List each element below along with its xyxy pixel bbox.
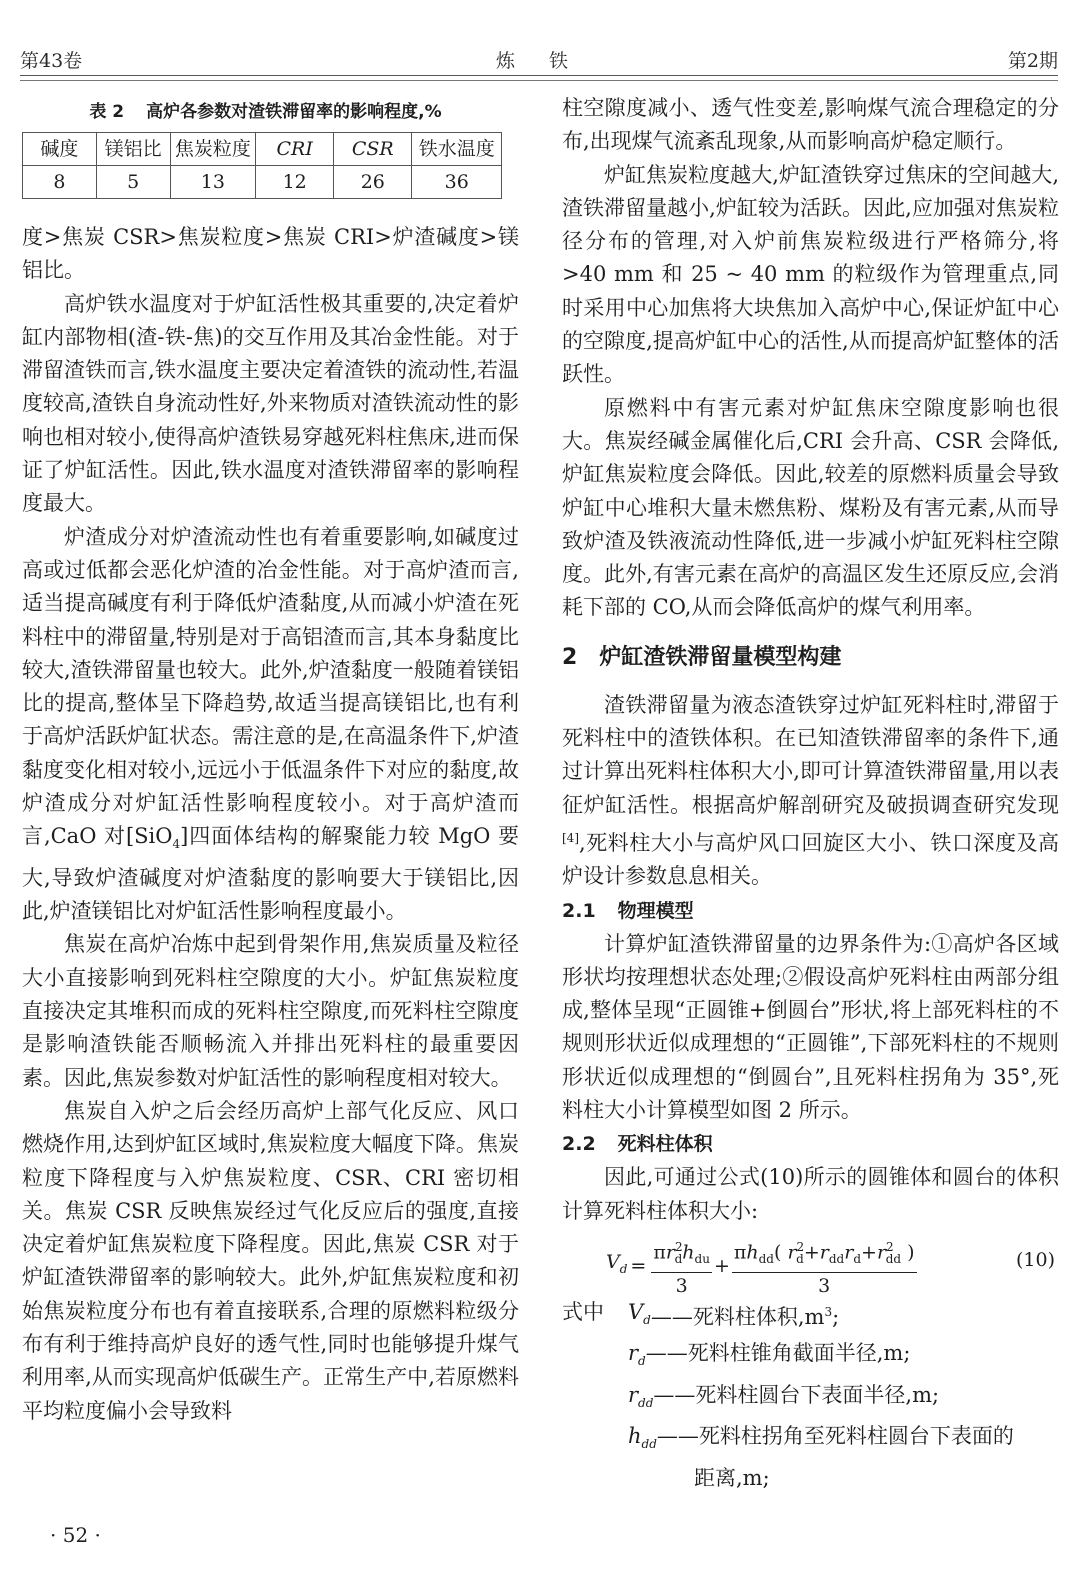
paragraph: 焦炭在高炉冶炼中起到骨架作用,焦炭质量及粒径大小直接影响到死料柱空隙度的大小。炉缸焦炭粒度直接决定其堆积而成的死料柱空隙度,而死料柱空隙度是影响渣铁能否顺畅流入并排出死料柱的最重要因素。因此,焦炭参数对炉缸活性的影响程度相对较大。 [22, 932, 519, 1090]
volume-label: 第43卷 [20, 50, 83, 72]
table-header-cell: CRI [256, 133, 334, 166]
subsection-number: 2.1 [562, 899, 596, 922]
table-row [23, 166, 502, 199]
subscript: 4 [172, 837, 181, 852]
paragraph: 原燃料中有害元素对炉缸焦床空隙度影响也很大。焦炭经碱金属催化后,CRI 会升高、CSR 会降低,炉缸焦炭粒度会降低。因此,较差的原燃料质量会导致炉缸中心堆积大量未燃焦粉、煤粉及有害元素,从而导致炉渣及铁液流动性降低,进一步减小炉缸死料柱空隙度。此外,有害元素在高炉的高温区发生还原反应,会消耗下部的 CO,从而会降低高炉的煤气利用率。 [562, 395, 1059, 620]
legend-desc: ——死料柱圆台下表面半径,m; [653, 1382, 940, 1407]
table-cell: 12 [256, 166, 334, 199]
paragraph-text: 炉渣成分对炉渣流动性也有着重要影响,如碱度过高或过低都会恶化炉渣的冶金性能。对于高炉渣而言,适当提高碱度有利于降低炉渣黏度,从而减小炉渣在死料柱中的滞留量,特别是对于高铝渣而言,其本身黏度比较大,渣铁滞留量也较大。此外,炉渣黏度一般随着镁铝比的提高,整体呈下降趋势,故适当提高镁铝比,也有利于高炉活跃炉缸状态。需注意的是,在高温条件下,炉渣黏度变化相对较小,远远小于低温条件下对应的黏度,故炉渣成分对炉缸活性影响程度较小。对于高炉渣而言,CaO 对[SiO [22, 524, 519, 849]
left-column [22, 92, 519, 1428]
legend-continuation: 距离,m; [694, 1465, 770, 1490]
table-header-cell: 焦炭粒度 [170, 133, 256, 166]
journal-title: 炼 铁 [495, 50, 583, 72]
citation-ref: [4] [562, 830, 579, 845]
fraction-cone: $\frac{\pi r^2_dh_{du}}{3}$ [651, 1234, 712, 1299]
section-title: 炉缸渣铁滞留量模型构建 [599, 644, 842, 670]
legend-desc: ——死料柱体积$,m^3$; [650, 1304, 840, 1329]
paragraph: 高炉铁水温度对于炉缸活性极其重要的,决定着炉缸内部物相(渣-铁-焦)的交互作用及其冶金性能。对于滞留渣铁而言,铁水温度主要决定着渣铁的流动性,若温度较高,渣铁自身流动性好,外来物质对渣铁流动性的影响也相对较小,使得高炉渣铁易穿越死料柱焦床,进而保证了炉缸活性。因此,铁水温度对渣铁滞留率的影响程度最大。 [22, 291, 519, 516]
legend-symbol: $r_d$ [628, 1341, 646, 1369]
subsection-title: 死料柱体积 [617, 1133, 713, 1156]
table-number: 表 2 [89, 102, 125, 122]
subsection-heading [562, 1127, 1059, 1161]
legend-symbol: $h_{dd}$ [628, 1424, 657, 1452]
equation-number: (10) [1015, 1248, 1055, 1271]
table-title: 高炉各参数对渣铁滞留率的影响程度,% [146, 102, 442, 122]
legend-symbol: $V_d$ [628, 1299, 651, 1328]
legend-row [562, 1296, 1059, 1337]
paragraph-text: 渣铁滞留量为液态渣铁穿过炉缸死料柱时,滞留于死料柱中的渣铁体积。在已知渣铁滞留率的条件下,通过计算出死料柱体积大小,即可计算渣铁滞留量,用以表征炉缸活性。根据高炉解剖研究及破损调查研究发现 [562, 692, 1059, 817]
influence-table [22, 132, 502, 199]
legend-row [562, 1379, 1059, 1420]
equation-lhs: $V_d$ [606, 1251, 628, 1277]
paragraph-text: ,死料柱大小与高炉风口回旋区大小、铁口深度及高炉设计参数息息相关。 [562, 830, 1059, 889]
paragraph: 柱空隙度减小、透气性变差,影响煤气流合理稳定的分布,出现煤气流紊乱现象,从而影响高炉稳定顺行。 [562, 96, 1059, 154]
table-header-cell: 镁铝比 [96, 133, 170, 166]
paragraph: 计算炉缸渣铁滞留量的边界条件为:①高炉各区域形状均按理想状态处理;②假设高炉死料柱由两部分组成,整体呈现“正圆锥+倒圆台”形状,将上部死料柱的不规则形状近似成理想的“正圆锥”,下部死料柱的不规则形状近似成理想的“倒圆台”,且死料柱拐角为 35°,死料柱大小计算模型如图 2 所示。 [562, 931, 1059, 1123]
subsection-title: 物理模型 [617, 899, 694, 922]
subsection-heading [562, 894, 1059, 928]
paragraph: 度>焦炭 CSR>焦炭粒度>焦炭 CRI>炉渣碱度>镁铝比。 [22, 225, 519, 283]
paragraph [562, 689, 1059, 894]
paragraph: 炉缸焦炭粒度越大,炉缸渣铁穿过焦床的空间越大,渣铁滞留量越小,炉缸较为活跃。因此,应加强对焦炭粒径分布的管理,对入炉前焦炭粒级进行严格筛分,将>40 mm 和 25 ~ 40 mm 的粒级作为管理重点,同时采用中心加焦将大块焦加入高炉中心,保证炉缸中心的空隙度,提高炉缸中心的活性,从而提高炉缸整体的活跃性。 [562, 162, 1059, 387]
issue-label: 第2期 [1007, 50, 1058, 72]
legend-desc: ——死料柱拐角至死料柱圆台下表面的 [656, 1424, 1014, 1449]
paragraph [22, 521, 519, 929]
variable-legend [562, 1296, 1059, 1495]
table-cell: 8 [23, 166, 97, 199]
legend-symbol: $r_{dd}$ [628, 1382, 654, 1411]
table-header-cell: 铁水温度 [412, 133, 502, 166]
paragraph: 因此,可通过公式(10)所示的圆锥体和圆台的体积计算死料柱体积大小: [562, 1165, 1059, 1223]
header-double-rule [20, 75, 1058, 81]
legend-desc: ——死料柱锥角截面半径,m; [645, 1341, 911, 1366]
table-header-cell: 碱度 [23, 133, 97, 166]
equation-10 [562, 1230, 1059, 1298]
section-heading [562, 643, 1059, 673]
table-cell: 13 [170, 166, 256, 199]
paragraph-text: ]四面体结构的解聚能力较 MgO 要大,导致炉渣碱度对炉渣黏度的影响要大于镁铝比,因此,炉渣镁铝比对炉缸活性影响程度最小。 [22, 824, 519, 924]
table-header-cell: CSR [334, 133, 412, 166]
running-header [20, 40, 1058, 80]
table-cell: 26 [334, 166, 412, 199]
table-cell: 5 [96, 166, 170, 199]
table-caption [22, 100, 519, 124]
right-column [562, 92, 1059, 1495]
subsection-number: 2.2 [562, 1133, 596, 1156]
table-cell: 36 [412, 166, 502, 199]
legend-lead: 式中 [562, 1299, 604, 1324]
page-number: · 52 · [50, 1523, 101, 1547]
paragraph: 焦炭自入炉之后会经历高炉上部气化反应、风口燃烧作用,达到炉缸区域时,焦炭粒度大幅度下降。焦炭粒度下降程度与入炉焦炭粒度、CSR、CRI 密切相关。焦炭 CSR 反映焦炭经过气化反应后的强度,直接决定着炉缸焦炭粒度下降程度。因此,焦炭 CSR 对于炉缸渣铁滞留率的影响较大。此外,炉缸焦炭粒度和初始焦炭粒度分布也有着直接联系,合理的原燃料粒级分布有利于维持高炉良好的透气性,同时也能够提升煤气利用率,从而实现高炉低碳生产。正常生产中,若原燃料平均粒度偏小会导致料 [22, 1098, 519, 1423]
fraction-frustum: $\frac{\pi h_{dd}( r^2_d+r_{dd}r_d+r^2_{dd} )}{3}$ [732, 1234, 917, 1299]
legend-row [562, 1420, 1059, 1461]
section-number: 2 [562, 644, 578, 670]
table-header-row [23, 133, 502, 166]
legend-row [562, 1337, 1059, 1378]
equation-body: $V_d$ = $\frac{\pi r^2_dh_{du}}{3}$ + $\frac{\pi h_{dd}( r^2_d+r_{dd}r_d+r^2_{dd} )}{3}$ [606, 1234, 919, 1299]
